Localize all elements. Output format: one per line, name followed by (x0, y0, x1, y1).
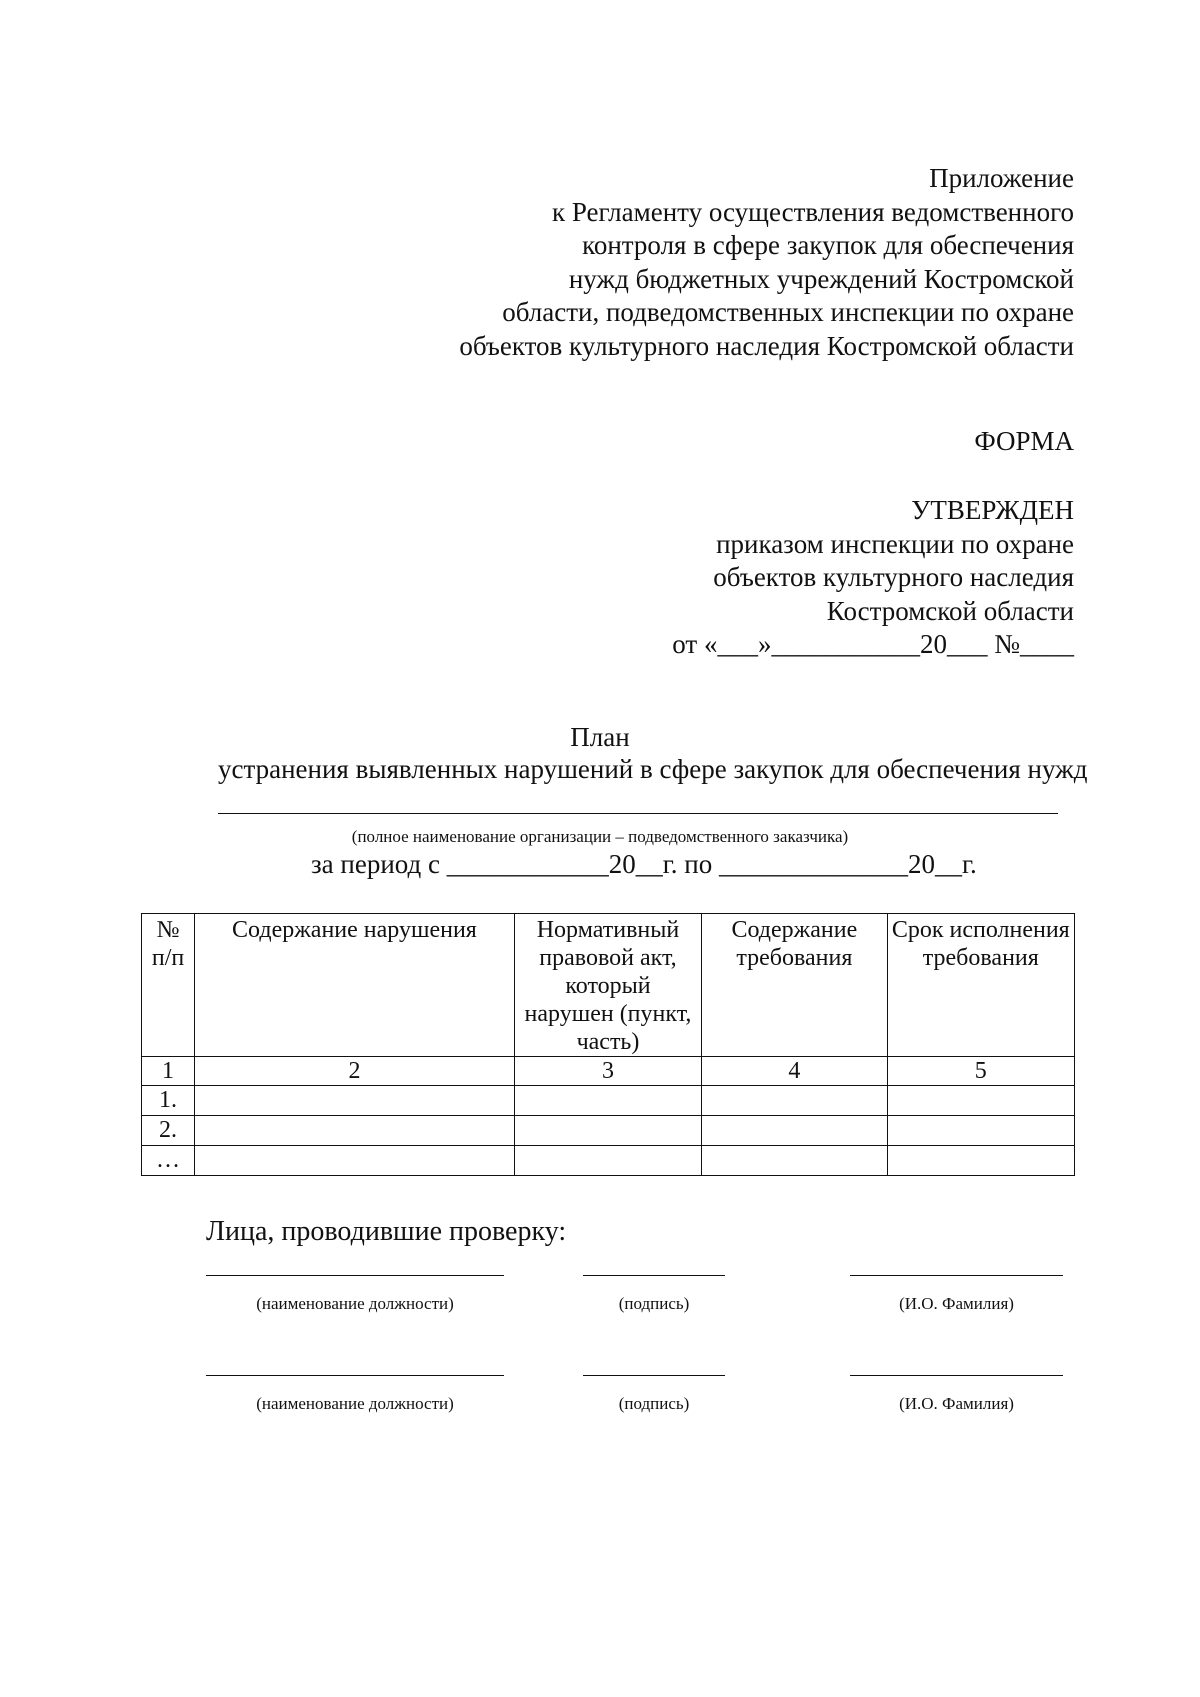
table-row (142, 1146, 1075, 1176)
violations-table (141, 913, 1075, 1176)
signature-line (583, 1375, 725, 1376)
name-caption: (И.О. Фамилия) (899, 1394, 1014, 1413)
column-number-cell: 5 (887, 1057, 1074, 1086)
column-number-cell: 4 (702, 1057, 887, 1086)
appendix-line: контроля в сфере закупок для обеспечения (582, 230, 1074, 260)
organization-name-line (218, 813, 1058, 814)
table-row (142, 1086, 1075, 1116)
header-cell-legal-act: Нормативный правовой акт, который нарушен (пункт, часть) (514, 914, 701, 1057)
approved-line: Костромской области (826, 595, 1074, 626)
table-row (142, 1116, 1075, 1146)
name-line (850, 1275, 1063, 1276)
approved-line: приказом инспекции по охране (716, 528, 1074, 559)
appendix-line: нужд бюджетных учреждений Костромской (568, 263, 1074, 294)
table-header-row (142, 914, 1075, 1057)
table-cell (887, 1086, 1074, 1116)
appendix-block (374, 162, 1074, 363)
table-cell (514, 1116, 701, 1146)
position-caption: (наименование должности) (256, 1294, 454, 1313)
signature-caption: (подпись) (618, 1394, 690, 1413)
signature-caption: (подпись) (618, 1294, 690, 1313)
column-number-row (142, 1057, 1075, 1086)
appendix-line: области, подведомственных инспекции по охране (502, 297, 1074, 327)
table-cell: … (142, 1146, 195, 1176)
column-number-cell: 3 (514, 1057, 701, 1086)
position-line (206, 1275, 504, 1276)
signature-line (583, 1275, 725, 1276)
table-cell (514, 1086, 701, 1116)
position-caption: (наименование должности) (256, 1394, 454, 1413)
table-cell: 2. (142, 1116, 195, 1146)
table-cell (195, 1086, 515, 1116)
table-cell (514, 1146, 701, 1176)
plan-title: План (570, 722, 630, 752)
header-cell-requirement: Содержание требования (702, 914, 887, 1057)
table-cell (702, 1146, 887, 1176)
table-cell (702, 1086, 887, 1116)
column-number-cell: 1 (142, 1057, 195, 1086)
organization-caption: (полное наименование организации – подведомственного заказчика) (351, 827, 849, 846)
header-cell-deadline: Срок исполнения требования (887, 914, 1074, 1057)
plan-subtitle: устранения выявленных нарушений в сфере закупок для обеспечения нужд (218, 754, 1088, 784)
table-cell (887, 1116, 1074, 1146)
appendix-line: Приложение (929, 163, 1074, 193)
approved-line: объектов культурного наследия (713, 562, 1074, 592)
header-cell-number: № п/п (142, 914, 195, 1057)
header-cell-violation: Содержание нарушения (195, 914, 515, 1057)
name-line (850, 1375, 1063, 1376)
table-cell: 1. (142, 1086, 195, 1116)
inspectors-heading: Лица, проводившие проверку: (206, 1216, 567, 1247)
name-caption: (И.О. Фамилия) (899, 1294, 1014, 1313)
appendix-line: к Регламенту осуществления ведомственного (551, 196, 1074, 227)
table-cell (195, 1146, 515, 1176)
approved-title: УТВЕРЖДЕН (911, 495, 1074, 525)
table-cell (195, 1116, 515, 1146)
position-line (206, 1375, 504, 1376)
column-number-cell: 2 (195, 1057, 515, 1086)
table-cell (887, 1146, 1074, 1176)
appendix-line: объектов культурного наследия Костромской области (459, 330, 1074, 361)
approved-block (474, 494, 1074, 662)
approved-date-line: от «___»___________20___ №____ (672, 629, 1074, 659)
form-label: ФОРМА (974, 426, 1074, 456)
period-line: за период с ____________20__г. по ______________20__г. (311, 849, 977, 879)
table-cell (702, 1116, 887, 1146)
